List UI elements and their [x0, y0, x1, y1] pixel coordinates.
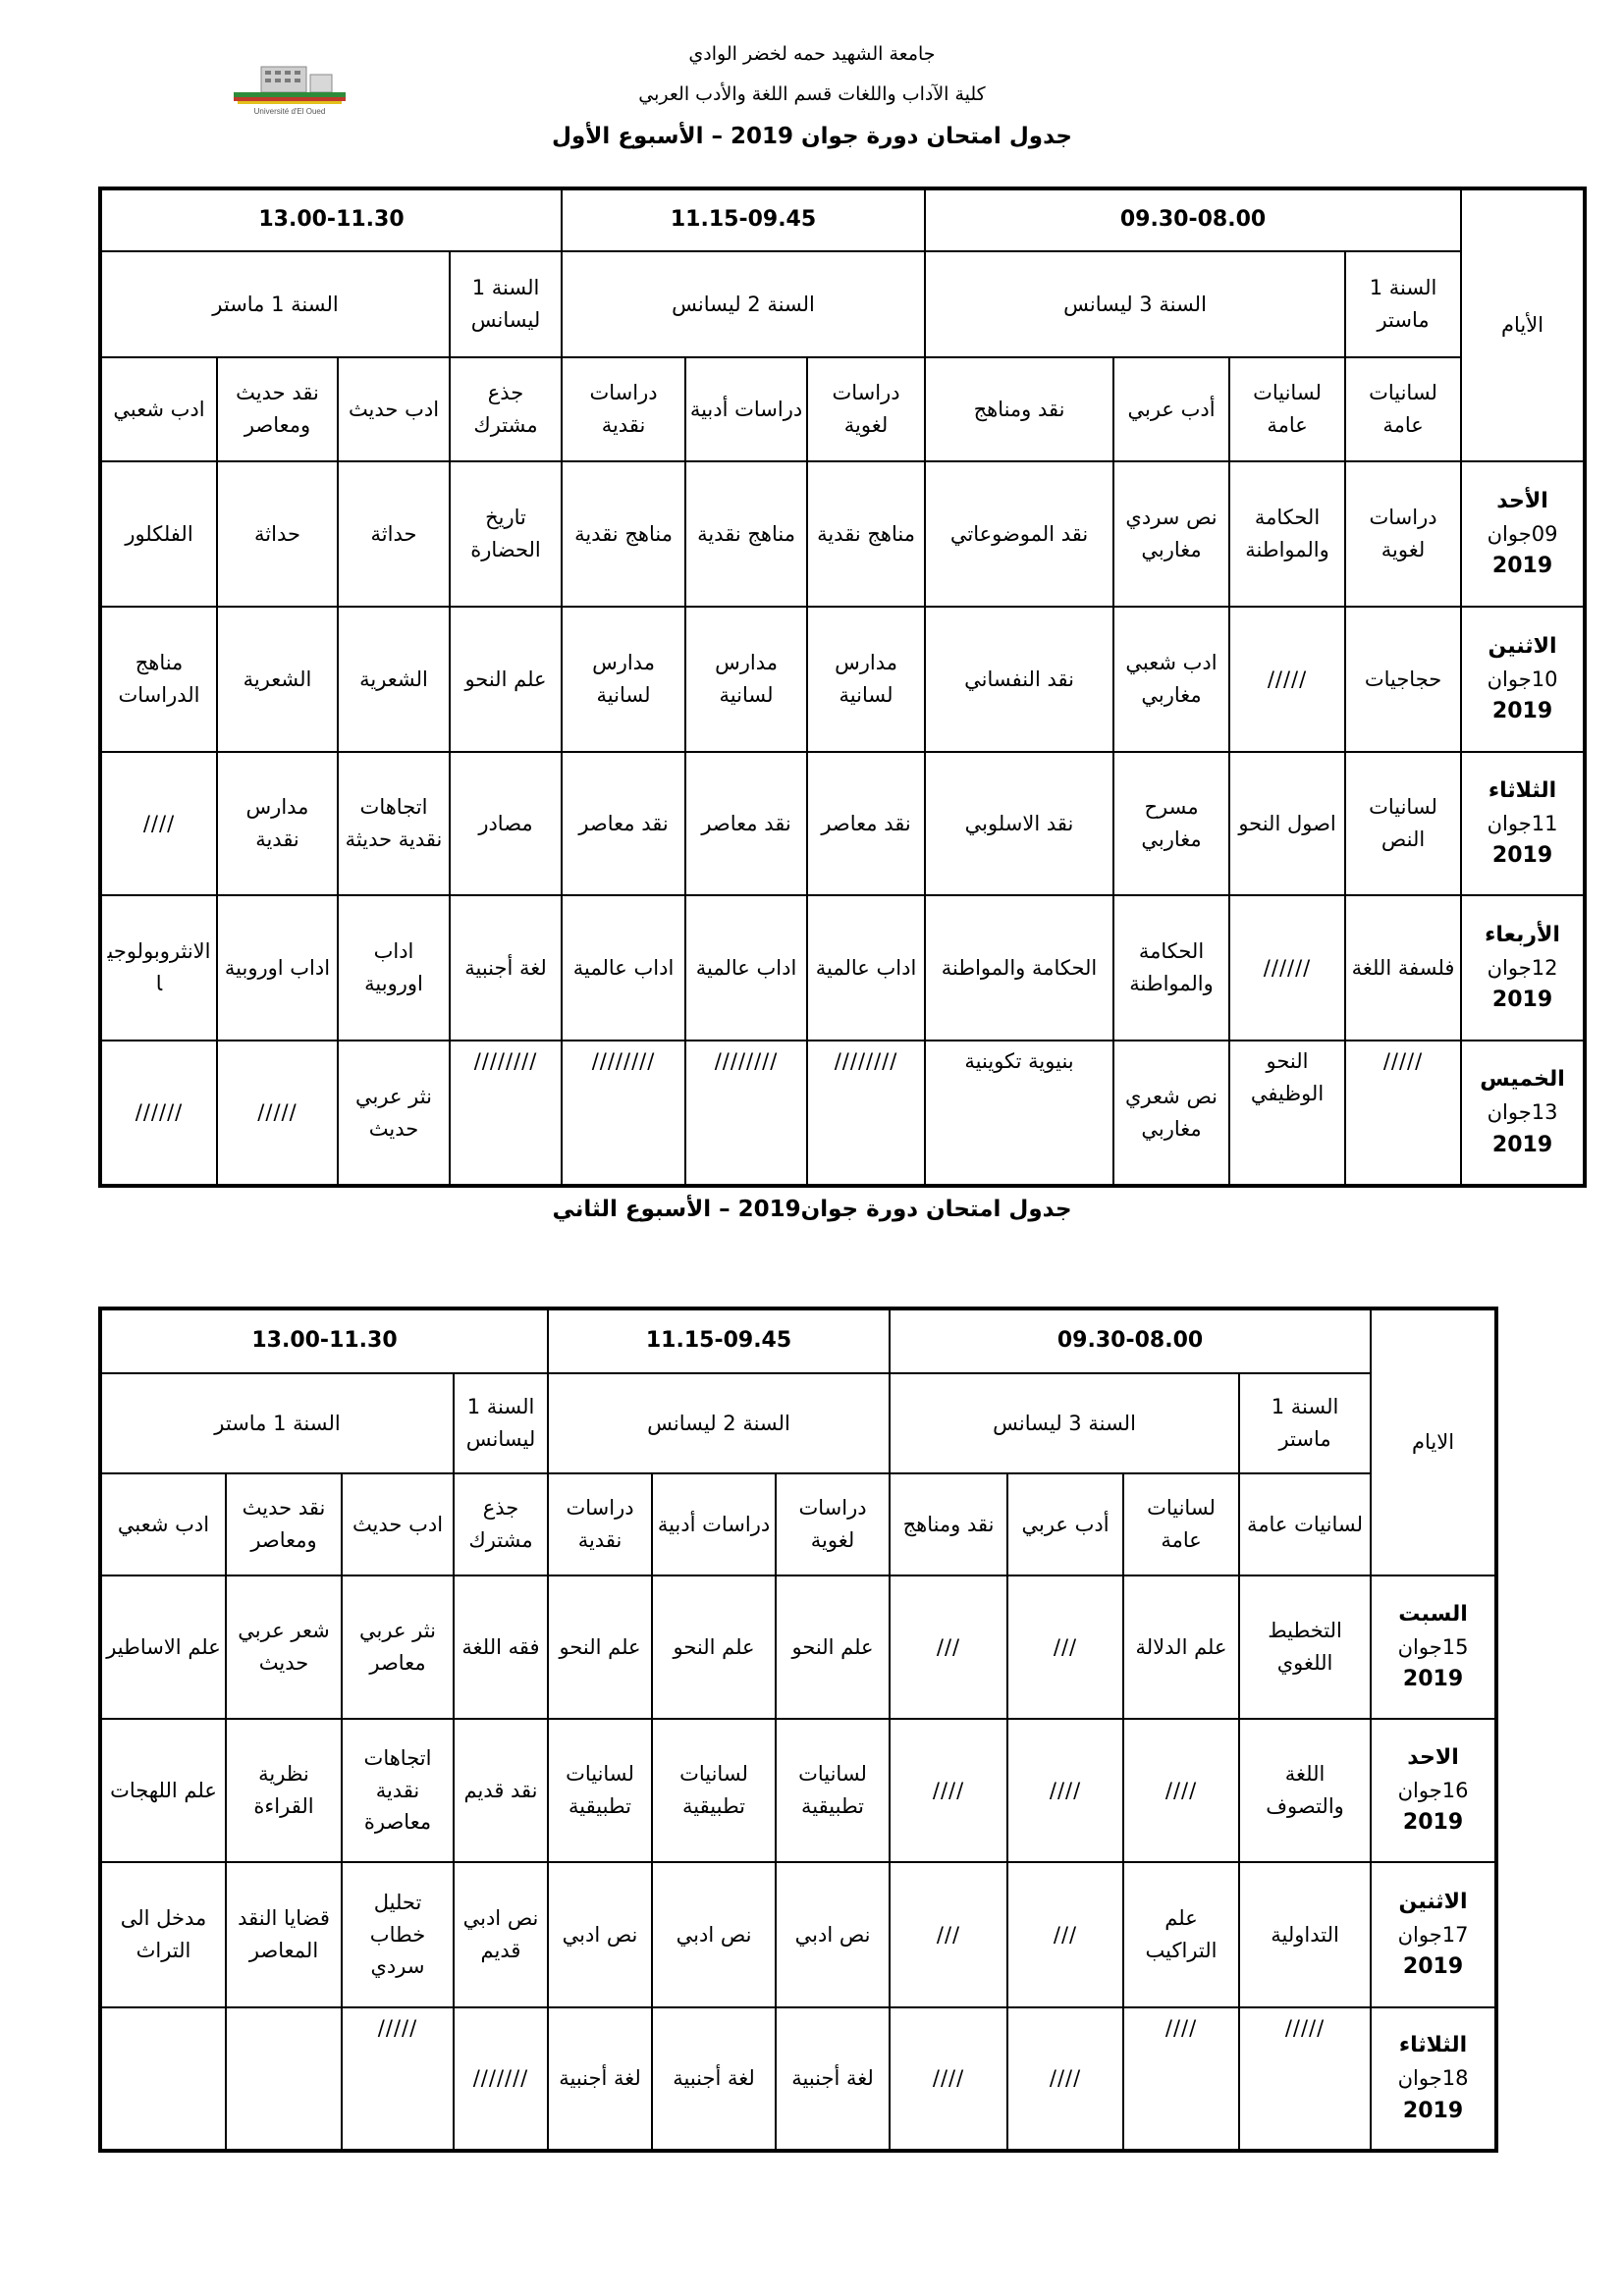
logo-caption: Université d'El Oued	[253, 107, 326, 116]
exam-cell: نثر عربي حديث	[338, 1041, 450, 1186]
subject-header: لسانيات عامة	[1123, 1473, 1239, 1575]
week2-schedule-table	[98, 1307, 1498, 2153]
exam-cell: مدارس نقدية	[217, 752, 338, 895]
exam-cell: مصادر	[450, 752, 562, 895]
exam-cell: نثر عربي معاصر	[342, 1575, 454, 1719]
exam-cell: فلسفة اللغة	[1345, 895, 1461, 1041]
exam-cell: ////	[1123, 2007, 1239, 2151]
subject-header: دراسات نقدية	[562, 357, 685, 461]
exam-cell: لغة أجنبية	[776, 2007, 890, 2151]
group-header: السنة 2 ليسانس	[562, 251, 925, 357]
exam-cell: ادب شعبي مغاربي	[1113, 607, 1229, 752]
exam-cell: علم التراكيب	[1123, 1862, 1239, 2007]
exam-cell: ////	[1123, 1719, 1239, 1862]
group-header: السنة 1 ماستر	[100, 251, 450, 357]
exam-cell: لسانيات النص	[1345, 752, 1461, 895]
time-slot: 13.00-11.30	[100, 1308, 548, 1373]
exam-cell: الحكامة والمواطنة	[925, 895, 1113, 1041]
subject-header: دراسات لغوية	[807, 357, 925, 461]
exam-cell: ////	[100, 752, 217, 895]
subject-header: لسانيات عامة	[1239, 1473, 1371, 1575]
exam-cell: //////	[100, 1041, 217, 1186]
exam-cell: اتجاهات نقدية حديثة	[338, 752, 450, 895]
exam-cell: //////	[1229, 895, 1345, 1041]
group-header: السنة 1 ماستر	[1239, 1373, 1371, 1473]
subject-header: نقد ومناهج	[890, 1473, 1007, 1575]
exam-cell: علم النحو	[652, 1575, 776, 1719]
exam-cell: نص ادبي	[548, 1862, 652, 2007]
subject-header: دراسات أدبية	[685, 357, 807, 461]
exam-cell: اداب عالمية	[562, 895, 685, 1041]
exam-cell: اداب عالمية	[685, 895, 807, 1041]
exam-cell: نص شعري مغاربي	[1113, 1041, 1229, 1186]
exam-cell: تاريخ الحضارة	[450, 461, 562, 607]
subject-header: ادب حديث	[342, 1473, 454, 1575]
exam-cell: الشعرية	[338, 607, 450, 752]
exam-cell: ////////	[685, 1041, 807, 1186]
time-slot: 09.30-08.00	[925, 188, 1461, 251]
exam-cell: نص ادبي	[652, 1862, 776, 2007]
exam-cell: /////	[217, 1041, 338, 1186]
exam-cell: اداب عالمية	[807, 895, 925, 1041]
exam-cell: حجاجيات	[1345, 607, 1461, 752]
day-cell: الأحد 09جوان 2019	[1461, 461, 1585, 607]
subject-header: ادب حديث	[338, 357, 450, 461]
university-name: جامعة الشهيد حمه لخضر الوادي	[688, 43, 936, 65]
group-header: السنة 3 ليسانس	[890, 1373, 1239, 1473]
exam-cell: مدارس لسانية	[685, 607, 807, 752]
subject-header: دراسات لغوية	[776, 1473, 890, 1575]
exam-cell: نظرية القراءة	[226, 1719, 342, 1862]
subject-header: جذع مشترك	[450, 357, 562, 461]
exam-cell: نقد الاسلوبي	[925, 752, 1113, 895]
subject-header: نقد حديث ومعاصر	[217, 357, 338, 461]
exam-cell: شعر عربي حديث	[226, 1575, 342, 1719]
exam-cell: نص ادبي	[776, 1862, 890, 2007]
exam-cell: نقد معاصر	[685, 752, 807, 895]
exam-cell: دراسات لغوية	[1345, 461, 1461, 607]
exam-cell: ///	[1007, 1862, 1123, 2007]
day-cell: الأربعاء 12جوان 2019	[1461, 895, 1585, 1041]
exam-cell: الشعرية	[217, 607, 338, 752]
time-slot: 09.30-08.00	[890, 1308, 1371, 1373]
exam-cell: ////////	[450, 1041, 562, 1186]
exam-cell: لغة أجنبية	[450, 895, 562, 1041]
exam-cell: اداب اوروبية	[338, 895, 450, 1041]
exam-cell: التداولية	[1239, 1862, 1371, 2007]
exam-cell: حداثة	[217, 461, 338, 607]
subject-header: نقد ومناهج	[925, 357, 1113, 461]
subject-header: أدب عربي	[1113, 357, 1229, 461]
exam-cell: فقه اللغة	[454, 1575, 548, 1719]
exam-cell: /////	[1229, 607, 1345, 752]
exam-cell: نقد معاصر	[807, 752, 925, 895]
exam-cell: حداثة	[338, 461, 450, 607]
exam-cell: مدارس لسانية	[562, 607, 685, 752]
day-cell: الاثنين 10جوان 2019	[1461, 607, 1585, 752]
subject-header: جذع مشترك	[454, 1473, 548, 1575]
subject-header: أدب عربي	[1007, 1473, 1123, 1575]
group-header: السنة 1 ماستر	[100, 1373, 454, 1473]
exam-cell: اصول النحو	[1229, 752, 1345, 895]
exam-cell: ////	[890, 2007, 1007, 2151]
university-logo	[232, 63, 348, 124]
exam-cell: لسانيات تطبيقية	[652, 1719, 776, 1862]
days-header: الأيام	[1461, 188, 1585, 461]
exam-cell: علم النحو	[776, 1575, 890, 1719]
time-slot: 11.15-09.45	[548, 1308, 890, 1373]
exam-cell: /////	[1239, 2007, 1371, 2151]
exam-cell: مسرح مغاربي	[1113, 752, 1229, 895]
exam-cell: مناهج نقدية	[562, 461, 685, 607]
exam-cell: علم النحو	[548, 1575, 652, 1719]
day-cell: الخميس 13جوان 2019	[1461, 1041, 1585, 1186]
exam-cell: اداب اوروبية	[217, 895, 338, 1041]
day-cell: الثلاثاء 18جوان 2019	[1371, 2007, 1496, 2151]
subject-header: نقد حديث ومعاصر	[226, 1473, 342, 1575]
exam-cell: نص ادبي قديم	[454, 1862, 548, 2007]
group-header: السنة 1 ليسانس	[454, 1373, 548, 1473]
exam-cell: نقد النفساني	[925, 607, 1113, 752]
group-header: السنة 1 ليسانس	[450, 251, 562, 357]
day-cell: الاحد 16جوان 2019	[1371, 1719, 1496, 1862]
time-slot: 11.15-09.45	[562, 188, 925, 251]
exam-cell: نقد قديم	[454, 1719, 548, 1862]
exam-cell: ///	[890, 1862, 1007, 2007]
exam-cell: لسانيات تطبيقية	[548, 1719, 652, 1862]
exam-cell: قضايا النقد المعاصر	[226, 1862, 342, 2007]
exam-cell: علم اللهجات	[100, 1719, 226, 1862]
exam-cell: نص سردي مغاربي	[1113, 461, 1229, 607]
week1-schedule-table	[98, 187, 1587, 1188]
exam-cell: لغة أجنبية	[548, 2007, 652, 2151]
exam-cell: الحكامة والمواطنة	[1229, 461, 1345, 607]
exam-cell: نقد الموضوعاتي	[925, 461, 1113, 607]
exam-cell: النحو الوظيفي	[1229, 1041, 1345, 1186]
week2-title: جدول امتحان دورة جوان2019 – الأسبوع الثاني	[552, 1197, 1072, 1222]
exam-cell: نقد معاصر	[562, 752, 685, 895]
exam-cell: مدخل الى التراث	[100, 1862, 226, 2007]
exam-cell: التخطيط اللغوي	[1239, 1575, 1371, 1719]
week1-title: جدول امتحان دورة جوان 2019 – الأسبوع الأول	[552, 124, 1072, 149]
exam-cell: الحكامة والمواطنة	[1113, 895, 1229, 1041]
exam-cell: ///////	[454, 2007, 548, 2151]
exam-cell: بنيوية تكوينية	[925, 1041, 1113, 1186]
exam-cell: لغة أجنبية	[652, 2007, 776, 2151]
subject-header: دراسات نقدية	[548, 1473, 652, 1575]
time-slot: 13.00-11.30	[100, 188, 562, 251]
day-cell: الاثنين 17جوان 2019	[1371, 1862, 1496, 2007]
exam-cell: /////	[1345, 1041, 1461, 1186]
group-header: السنة 3 ليسانس	[925, 251, 1345, 357]
subject-header: ادب شعبي	[100, 357, 217, 461]
exam-cell: تحليل خطاب سردي	[342, 1862, 454, 2007]
subject-header: لسانيات عامة	[1345, 357, 1461, 461]
exam-cell: ////	[1007, 2007, 1123, 2151]
exam-cell: ///	[1007, 1575, 1123, 1719]
exam-cell: اللغة والتصوف	[1239, 1719, 1371, 1862]
exam-cell: مناهج الدراسات	[100, 607, 217, 752]
exam-cell: علم الدلالة	[1123, 1575, 1239, 1719]
exam-cell: الانثروبولوجيا	[100, 895, 217, 1041]
exam-cell: لسانيات تطبيقية	[776, 1719, 890, 1862]
subject-header: ادب شعبي	[100, 1473, 226, 1575]
exam-cell: ////	[1007, 1719, 1123, 1862]
group-header: السنة 2 ليسانس	[548, 1373, 890, 1473]
faculty-department: كلية الآداب واللغات قسم اللغة والأدب العربي	[638, 83, 986, 105]
exam-cell	[100, 2007, 226, 2151]
subject-header: دراسات أدبية	[652, 1473, 776, 1575]
day-cell: السبت 15جوان 2019	[1371, 1575, 1496, 1719]
exam-cell: مناهج نقدية	[807, 461, 925, 607]
exam-cell: علم النحو	[450, 607, 562, 752]
exam-cell: علم الاساطير	[100, 1575, 226, 1719]
exam-cell: /////	[342, 2007, 454, 2151]
exam-cell: ///	[890, 1575, 1007, 1719]
exam-cell	[226, 2007, 342, 2151]
day-cell: الثلاثاء 11جوان 2019	[1461, 752, 1585, 895]
exam-cell: ////////	[562, 1041, 685, 1186]
exam-cell: الفلكلور	[100, 461, 217, 607]
subject-header: لسانيات عامة	[1229, 357, 1345, 461]
exam-cell: اتجاهات نقدية معاصرة	[342, 1719, 454, 1862]
days-header: الايام	[1371, 1308, 1496, 1575]
exam-cell: مناهج نقدية	[685, 461, 807, 607]
exam-cell: ////////	[807, 1041, 925, 1186]
group-header: السنة 1 ماستر	[1345, 251, 1461, 357]
exam-cell: ////	[890, 1719, 1007, 1862]
exam-cell: مدارس لسانية	[807, 607, 925, 752]
